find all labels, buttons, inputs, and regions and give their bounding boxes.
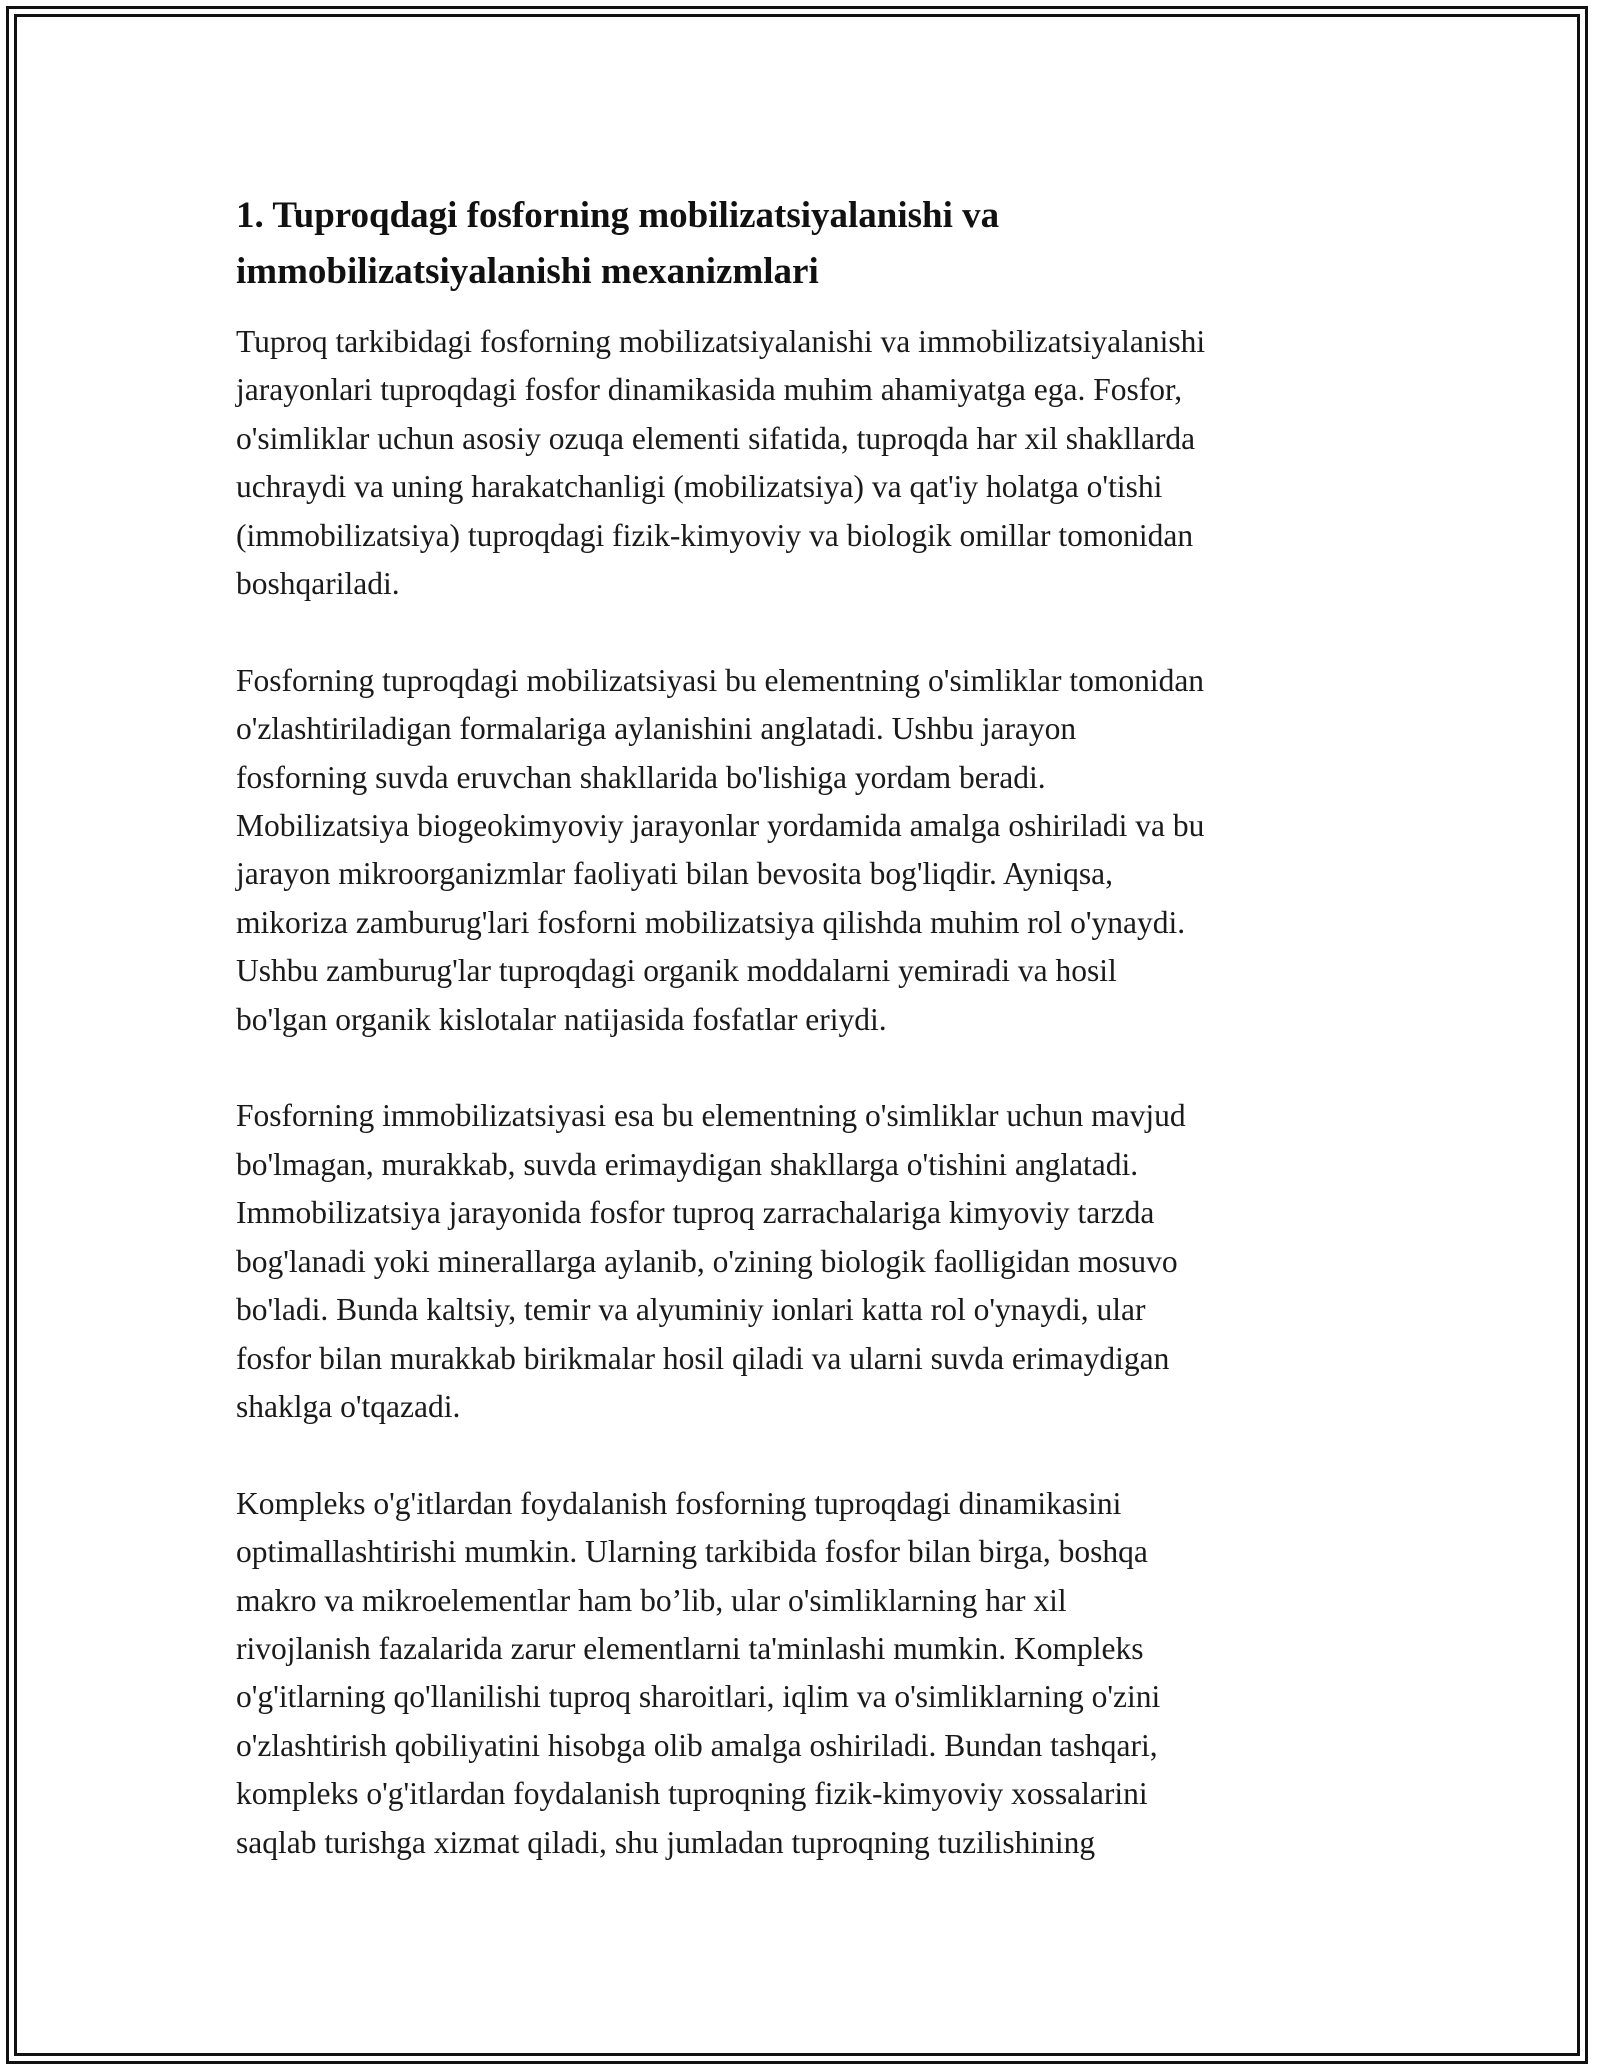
text-line: jarayon mikroorganizmlar faoliyati bilan bevosita bog'liqdir. Ayniqsa, [236, 856, 1114, 892]
text-line: bo'lgan organik kislotalar natijasida fosfatlar eriydi. [236, 1001, 887, 1037]
text-line: Fosforning immobilizatsiyasi esa bu elementning o'simliklar uchun mavjud [236, 1098, 1186, 1134]
paragraph-2 [236, 657, 1376, 1044]
text-line: o'zlashtiriladigan formalariga aylanishini anglatadi. Ushbu jarayon [236, 711, 1077, 747]
text-line: fosfor bilan murakkab birikmalar hosil qiladi va ularni suvda erimaydigan [236, 1340, 1170, 1376]
paragraph-1 [236, 318, 1376, 608]
text-line: uchraydi va uning harakatchanligi (mobilizatsiya) va qat'iy holatga o'tishi [236, 469, 1163, 505]
text-line: bo'lmagan, murakkab, suvda erimaydigan shakllarga o'tishini anglatadi. [236, 1146, 1139, 1182]
section-heading [236, 188, 1376, 300]
document-body [236, 188, 1376, 1867]
text-line: mikoriza zamburug'lari fosforni mobilizatsiya qilishda muhim rol o'ynaydi. [236, 904, 1186, 940]
text-line: bo'ladi. Bunda kaltsiy, temir va alyuminiy ionlari katta rol o'ynaydi, ular [236, 1292, 1146, 1328]
text-line: Tuproq tarkibidagi fosforning mobilizatsiyalanishi va immobilizatsiyalanishi [236, 324, 1206, 359]
text-line: Fosforning tuproqdagi mobilizatsiyasi bu elementning o'simliklar tomonidan [236, 662, 1205, 698]
text-line: Kompleks o'g'itlardan foydalanish fosforning tuproqdagi dinamikasini [236, 1485, 1122, 1521]
heading-line: 1. Tuproqdagi fosforning mobilizatsiyalanishi va [236, 195, 1000, 236]
text-line: o'g'itlarning qo'llanilishi tuproq sharoitlari, iqlim va o'simliklarning o'zini [236, 1679, 1161, 1715]
heading-line: immobilizatsiyalanishi mexanizmlari [236, 251, 819, 292]
paragraph-3 [236, 1092, 1376, 1431]
text-line: o'simliklar uchun asosiy ozuqa elementi sifatida, tuproqda har xil shakllarda [236, 420, 1196, 456]
text-line: (immobilizatsiya) tuproqdagi fizik-kimyoviy va biologik omillar tomonidan [236, 517, 1194, 553]
text-line: o'zlashtirish qobiliyatini hisobga olib amalga oshiriladi. Bundan tashqari, [236, 1727, 1158, 1763]
paragraph-4 [236, 1480, 1376, 1867]
text-line: Immobilizatsiya jarayonida fosfor tuproq zarrachalariga kimyoviy tarzda [236, 1195, 1155, 1231]
text-line: rivojlanish fazalarida zarur elementlarni ta'minlashi mumkin. Kompleks [236, 1630, 1144, 1666]
text-line: optimallashtirishi mumkin. Ularning tarkibida fosfor bilan birga, boshqa [236, 1534, 1148, 1570]
text-line: kompleks o'g'itlardan foydalanish tuproqning fizik-kimyoviy xossalarini [236, 1776, 1148, 1812]
text-line: makro va mikroelementlar ham bo’lib, ular o'simliklarning har xil [236, 1582, 1067, 1618]
text-line: shaklga o'tqazadi. [236, 1388, 461, 1424]
text-line: saqlab turishga xizmat qiladi, shu jumladan tuproqning tuzilishining [236, 1824, 1096, 1860]
text-line: fosforning suvda eruvchan shakllarida bo'lishiga yordam beradi. [236, 759, 1046, 795]
text-line: boshqariladi. [236, 566, 400, 602]
text-line: jarayonlari tuproqdagi fosfor dinamikasida muhim ahamiyatga ega. Fosfor, [236, 372, 1183, 408]
text-line: bog'lanadi yoki minerallarga aylanib, o'zining biologik faolligidan mosuvo [236, 1243, 1178, 1279]
text-line: Ushbu zamburug'lar tuproqdagi organik moddalarni yemiradi va hosil [236, 953, 1117, 989]
text-line: Mobilizatsiya biogeokimyoviy jarayonlar yordamida amalga oshiriladi va bu [236, 808, 1205, 844]
